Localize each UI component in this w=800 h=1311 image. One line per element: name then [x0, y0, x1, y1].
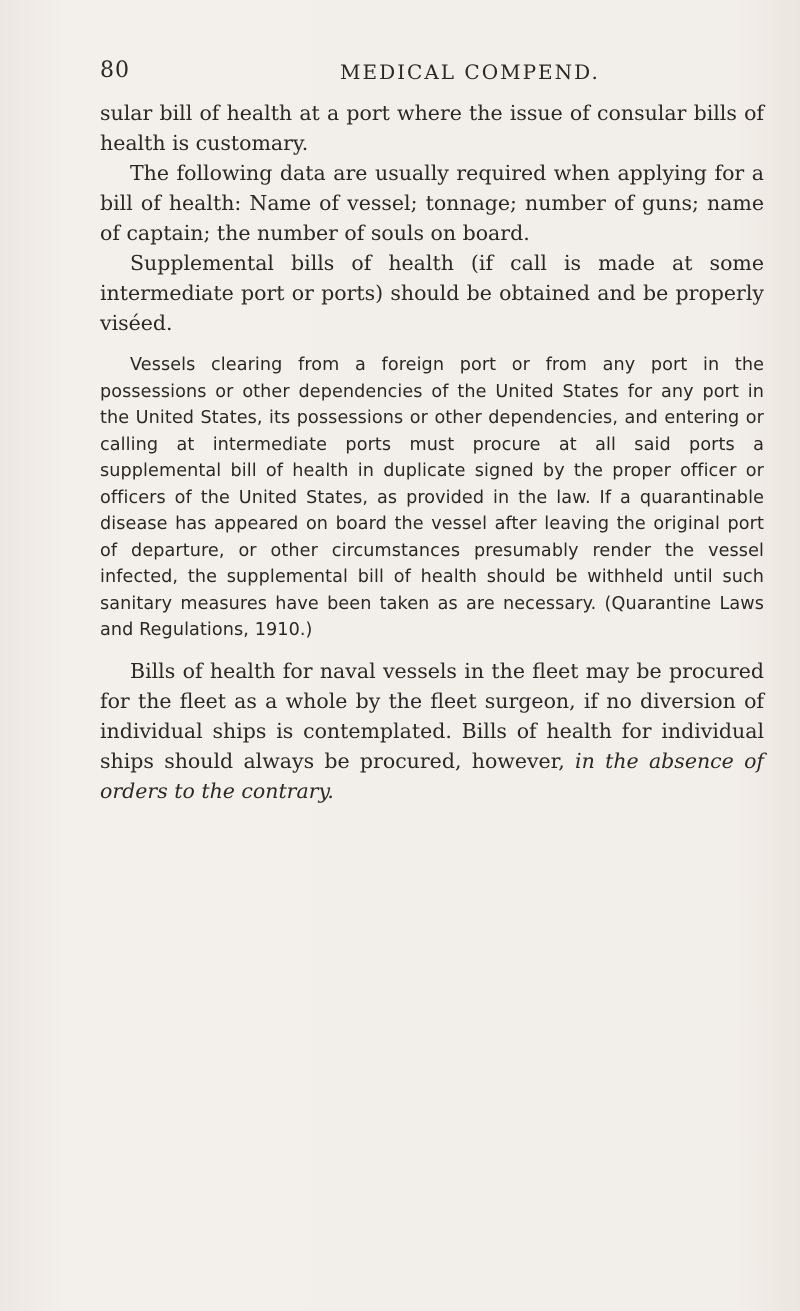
paragraph-quarantine-regulations: Vessels clearing from a foreign port or from any port in the possessions or other dependencies of the United States for any port in the United States, its possessions or other dependencies, and entering or calling at intermediate ports must procure at all said ports a supplemental bill of health in duplicate signed by the proper officer or officers of the United States, as provided in the law. If a quarantinable disease has appeared on board the vessel after leaving the original port of departure, or other circumstances presumably render the vessel infected, the supplemental bill of health should be withheld until such sanitary measures have been taken as are necessary. (Quarantine Laws and Regulations, 1910.): [100, 355, 764, 640]
italic-phrase: in the absence of orders to the contrary.: [100, 748, 764, 803]
paragraph-bill-data: The following data are usually required when applying for a bill of health: Name of vessel; tonnage; number of guns; name of captain; the number of souls on board.: [100, 161, 764, 245]
paragraph-continuation: sular bill of health at a port where the issue of consular bills of health is customary.: [100, 101, 764, 155]
paragraph-supplemental-bills: Supplemental bills of health (if call is made at some intermediate port or ports) should be obtained and be properly viséed.: [100, 251, 764, 335]
paragraph-naval-vessels: [100, 656, 764, 806]
page-number: 80: [100, 58, 130, 83]
naval-vessels-text: Bills of health for naval vessels in the fleet may be procured for the fleet as a whole by the fleet surgeon, if no diversion of individual ships is contemplated. Bills of health for individual ships should always be procured, however,: [100, 658, 764, 773]
page-header: [100, 58, 764, 92]
running-head: MEDICAL COMPEND.: [340, 60, 600, 84]
body-text: [100, 98, 764, 806]
